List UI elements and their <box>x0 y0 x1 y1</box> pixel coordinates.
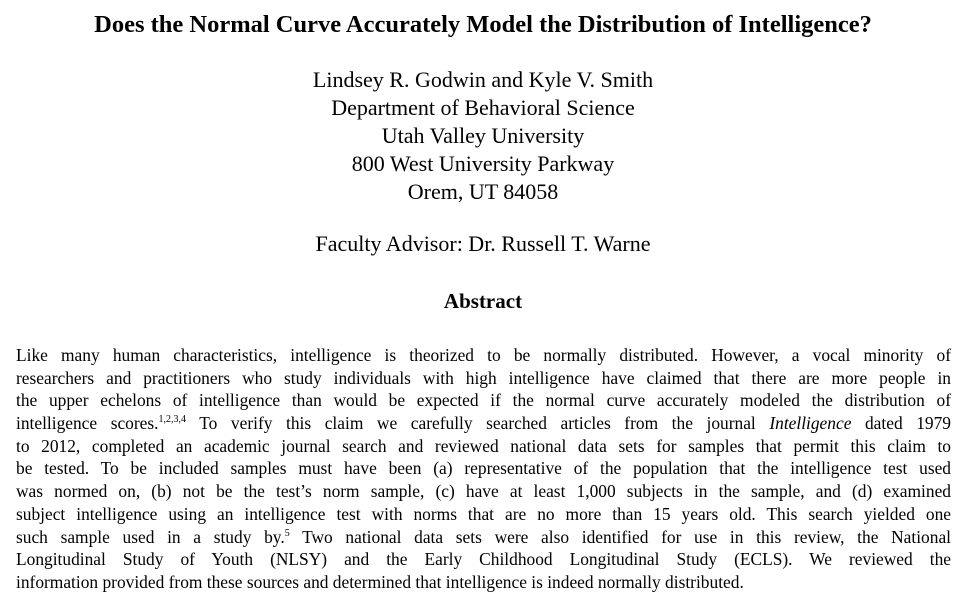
abstract-text: To verify this claim we carefully searched articles from the journal <box>186 413 770 434</box>
abstract-line: researchers and practitioners who study individuals with high intelligence have claimed that there are more people in <box>16 367 951 388</box>
citation-superscript: 1,2,3,4 <box>158 414 186 426</box>
abstract-line: the upper echelons of intelligence than would be expected if the normal curve accurately modeled the distribution of <box>16 390 951 411</box>
abstract-body <box>16 344 951 594</box>
abstract-line: be tested. To be included samples must have been (a) representative of the population that the intelligence test used <box>16 458 951 479</box>
author-names: Lindsey R. Godwin and Kyle V. Smith <box>312 67 654 92</box>
abstract-line: to 2012, completed an academic journal search and reviewed national data sets for samples that permit this claim to <box>16 435 951 456</box>
abstract-text: Two national data sets were also identified for use in this review, the National <box>289 526 951 547</box>
author-street-address: 800 West University Parkway <box>351 151 615 176</box>
abstract-line: subject intelligence using an intelligence test with norms that are no more than 15 years old. This search yielded one <box>16 503 951 524</box>
abstract-line: Longitudinal Study of Youth (NLSY) and the Early Childhood Longitudinal Study (ECLS). We reviewed the <box>16 549 951 570</box>
abstract-line: information provided from these sources and determined that intelligence is indeed normally distributed. <box>16 571 744 592</box>
journal-name: Intelligence <box>769 413 852 434</box>
author-department: Department of Behavioral Science <box>331 95 635 120</box>
abstract-text: dated 1979 <box>851 413 952 434</box>
paper-title: Does the Normal Curve Accurately Model the Distribution of Intelligence? <box>94 11 872 38</box>
abstract-text: intelligence scores. <box>16 413 159 434</box>
abstract-line: was normed on, (b) not be the test’s norm sample, (c) have at least 1,000 subjects in the sample, and (d) examined <box>16 481 951 502</box>
abstract-line <box>16 412 951 435</box>
citation-superscript: 5 <box>284 527 290 539</box>
abstract-heading: Abstract <box>443 289 523 313</box>
author-city: Orem, UT 84058 <box>407 179 559 204</box>
faculty-advisor: Faculty Advisor: Dr. Russell T. Warne <box>315 231 651 256</box>
author-university: Utah Valley University <box>381 123 585 148</box>
author-block <box>0 66 966 206</box>
abstract-line: Like many human characteristics, intelligence is theorized to be normally distributed. However, a vocal minority of <box>16 345 951 365</box>
abstract-text: such sample used in a study by. <box>16 526 285 547</box>
abstract-line <box>16 526 951 549</box>
